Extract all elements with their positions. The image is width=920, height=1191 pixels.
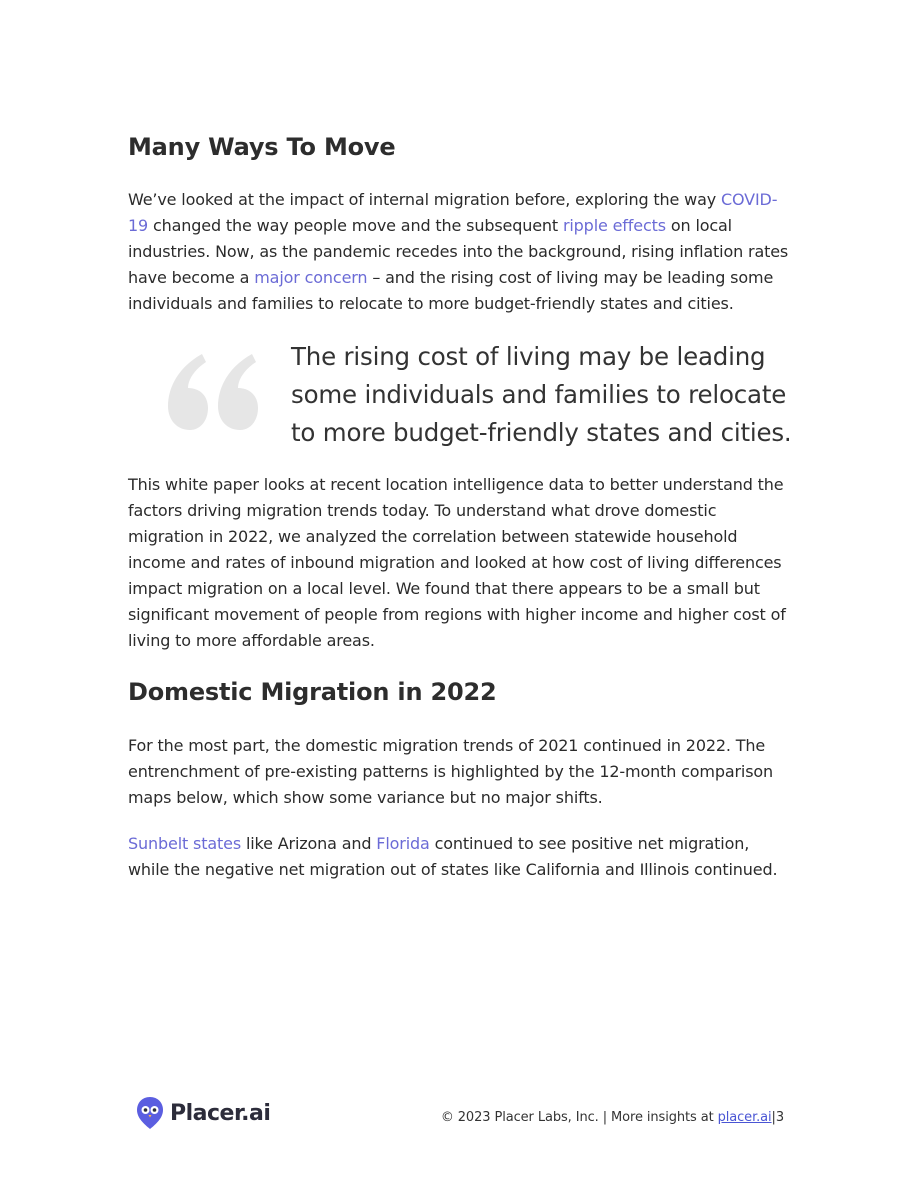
placer-owl-icon <box>136 1095 164 1131</box>
quote-mark-icon <box>168 350 258 430</box>
section-heading-many-ways: Many Ways To Move <box>128 133 396 161</box>
pull-quote: The rising cost of living may be leading some individuals and families to relocate to more budget-friendly states and cities. <box>291 342 792 447</box>
footer-copyright <box>441 1110 784 1125</box>
text-run: changed the way people move and the subsequent <box>148 216 563 235</box>
trends-paragraph: For the most part, the domestic migration trends of 2021 continued in 2022. The entrenchment of pre-existing patterns is highlighted by the 12-month comparison maps below, which show some variance but no major shifts. <box>128 736 774 807</box>
link-ripple-effects[interactable]: ripple effects <box>562 216 666 235</box>
text-run: We’ve looked at the impact of internal migration before, exploring the way <box>128 190 721 209</box>
link-sunbelt-states[interactable]: Sunbelt states <box>128 834 242 853</box>
text-run: continued to see positive net migration, while the negative net migration out of states like California and Illinois continued. <box>128 834 778 879</box>
link-covid-19[interactable]: COVID-19 <box>128 190 778 235</box>
white-paper-paragraph: This white paper looks at recent location intelligence data to better understand the factors driving migration trends today. To understand what drove domestic migration in 2022, we analyzed the correlation between statewide household income and rates of inbound migration and looked at how cost of living differences impact migration on a local level. We found that there appears to be a small but significant movement of people from regions with higher income and higher cost of living to more affordable areas. <box>128 475 786 650</box>
sunbelt-paragraph <box>128 831 792 883</box>
footer-separator: | <box>771 1110 776 1125</box>
link-florida[interactable]: Florida <box>376 834 430 853</box>
logo-text: Placer.ai <box>170 1100 271 1126</box>
text-run: on local industries. Now, as the pandemic recedes into the background, rising inflation rates have become a <box>128 216 789 287</box>
text-run: – and the rising cost of living may be leading some individuals and families to relocate to more budget-friendly states and cities. <box>128 268 774 313</box>
text-run: like Arizona and <box>241 834 377 853</box>
intro-paragraph <box>128 187 792 317</box>
page-number: 3 <box>775 1110 784 1125</box>
footer-link-placer[interactable]: placer.ai <box>717 1110 772 1125</box>
placer-logo[interactable] <box>136 1095 270 1131</box>
section-heading-domestic-migration: Domestic Migration in 2022 <box>128 678 497 706</box>
link-major-concern[interactable]: major concern <box>254 268 368 287</box>
copyright-text: © 2023 Placer Labs, Inc. | More insights at <box>440 1110 718 1125</box>
